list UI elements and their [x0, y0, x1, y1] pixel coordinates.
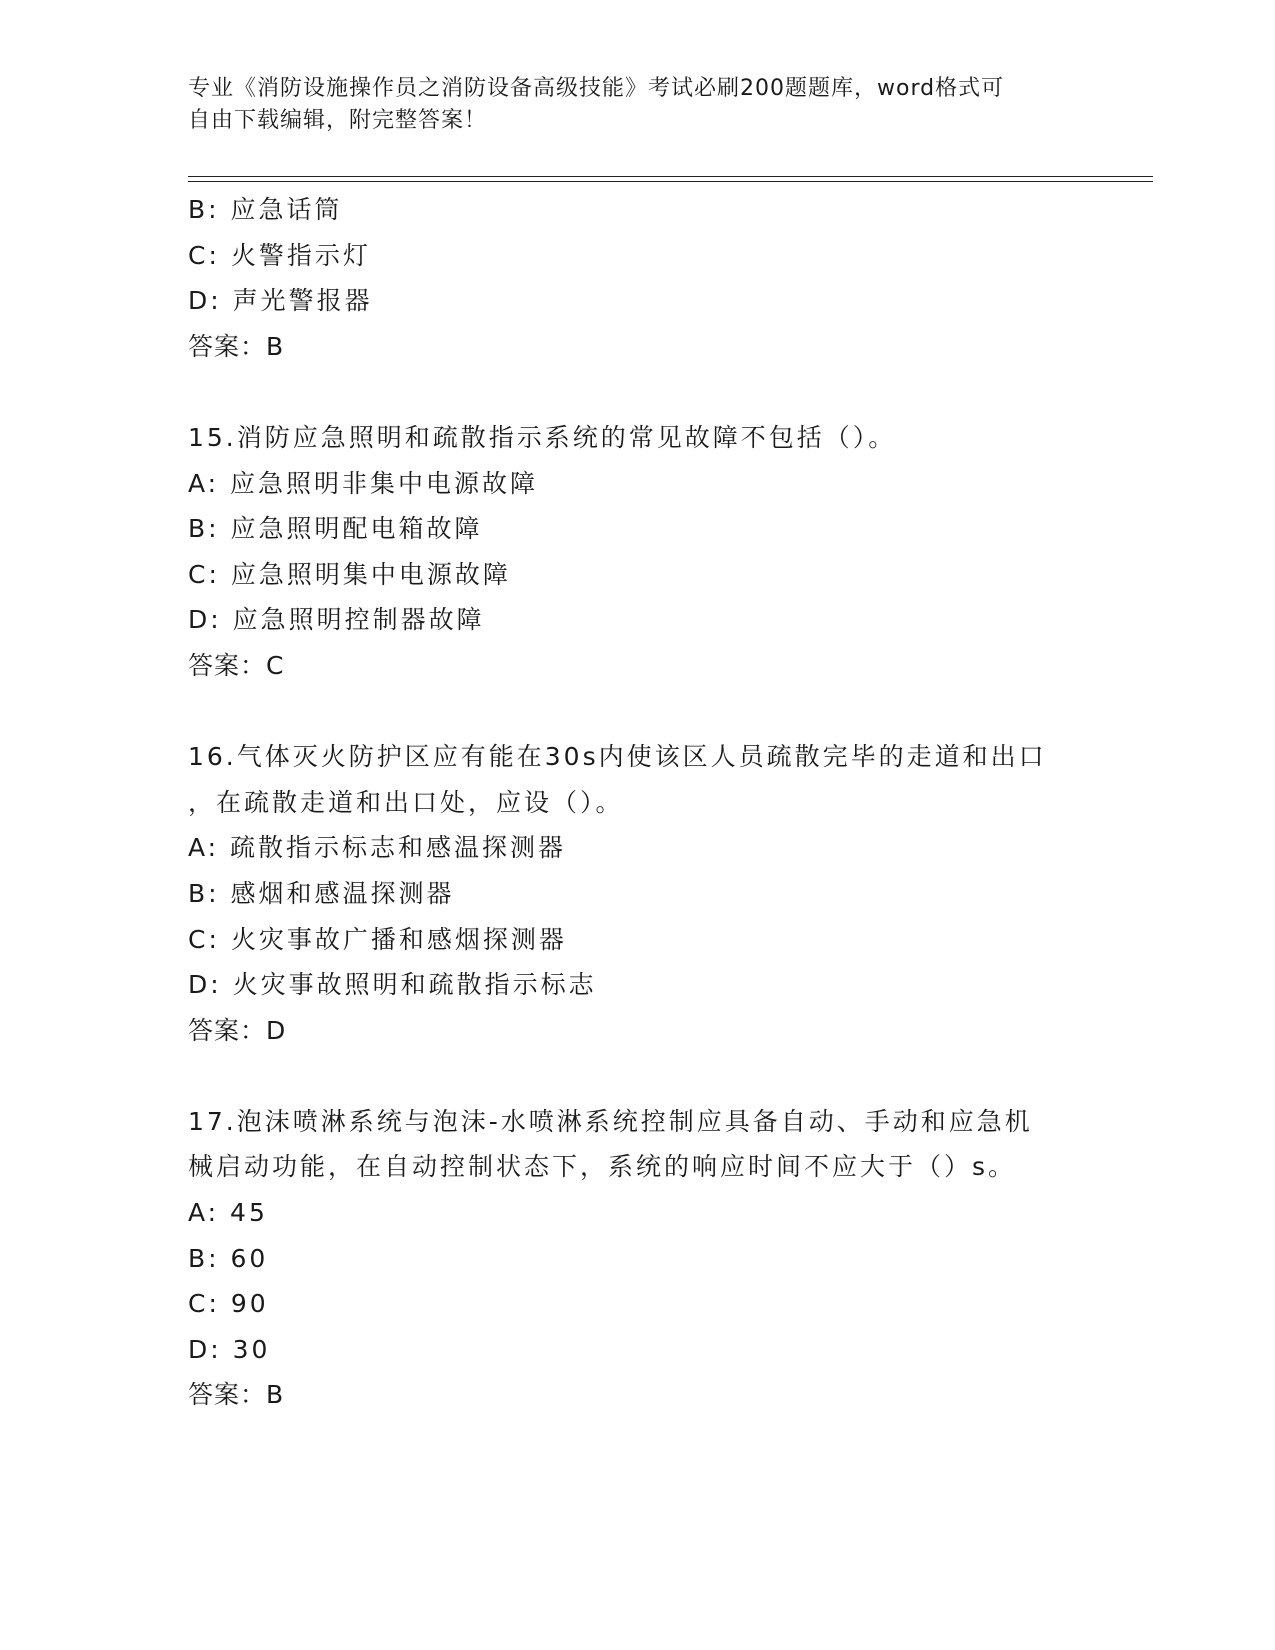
- header-divider-top: [188, 176, 1153, 177]
- question-17: [188, 1099, 1088, 1418]
- option-a: A: 45: [188, 1198, 268, 1228]
- header-line-2: 自由下载编辑，附完整答案！: [188, 108, 488, 133]
- answer-label: 答案：C: [188, 650, 285, 680]
- option-b: B: 60: [188, 1243, 269, 1273]
- option-c: C: 火灾事故广播和感烟探测器: [188, 924, 567, 954]
- answer-label: 答案：D: [188, 1015, 287, 1045]
- option-c: C: 应急照明集中电源故障: [188, 559, 511, 589]
- option-d: D: 火灾事故照明和疏散指示标志: [188, 970, 597, 1000]
- option-b: B: 感烟和感温探测器: [188, 878, 455, 908]
- question-stem-line-1: 17.泡沫喷淋系统与泡沫-水喷淋系统控制应具备自动、手动和应急机: [188, 1106, 1033, 1136]
- question-stem: 15.消防应急照明和疏散指示系统的常见故障不包括（）。: [188, 422, 897, 452]
- question-14-tail: [188, 187, 1088, 369]
- question-15: [188, 415, 1088, 689]
- option-a: A: 疏散指示标志和感温探测器: [188, 833, 567, 863]
- option-d: D: 应急照明控制器故障: [188, 605, 485, 635]
- option-b: B: 应急话筒: [188, 195, 343, 224]
- question-stem-line-2: ，在疏散走道和出口处，应设（）。: [188, 787, 624, 817]
- option-b: B: 应急照明配电箱故障: [188, 514, 483, 544]
- answer-label: 答案：B: [188, 1380, 285, 1410]
- option-c: C: 火警指示灯: [188, 240, 371, 270]
- document-header: [188, 73, 1068, 137]
- header-divider-bottom: [188, 181, 1153, 182]
- question-stem-line-1: 16.气体灭火防护区应有能在30s内使该区人员疏散完毕的走道和出口: [188, 742, 1047, 772]
- header-line-1: 专业《消防设施操作员之消防设备高级技能》考试必刷200题题库，word格式可: [188, 76, 1005, 101]
- question-stem-line-2: 械启动功能，在自动控制状态下，系统的响应时间不应大于（）s。: [188, 1152, 1017, 1182]
- spacer: [188, 1053, 1088, 1099]
- answer-label: 答案：B: [188, 331, 285, 361]
- option-c: C: 90: [188, 1289, 269, 1319]
- spacer: [188, 369, 1088, 415]
- spacer: [188, 689, 1088, 735]
- question-list: [188, 187, 1088, 1418]
- option-a: A: 应急照明非集中电源故障: [188, 468, 539, 498]
- option-d: D: 声光警报器: [188, 286, 373, 316]
- option-d: D: 30: [188, 1334, 271, 1364]
- question-16: [188, 734, 1088, 1053]
